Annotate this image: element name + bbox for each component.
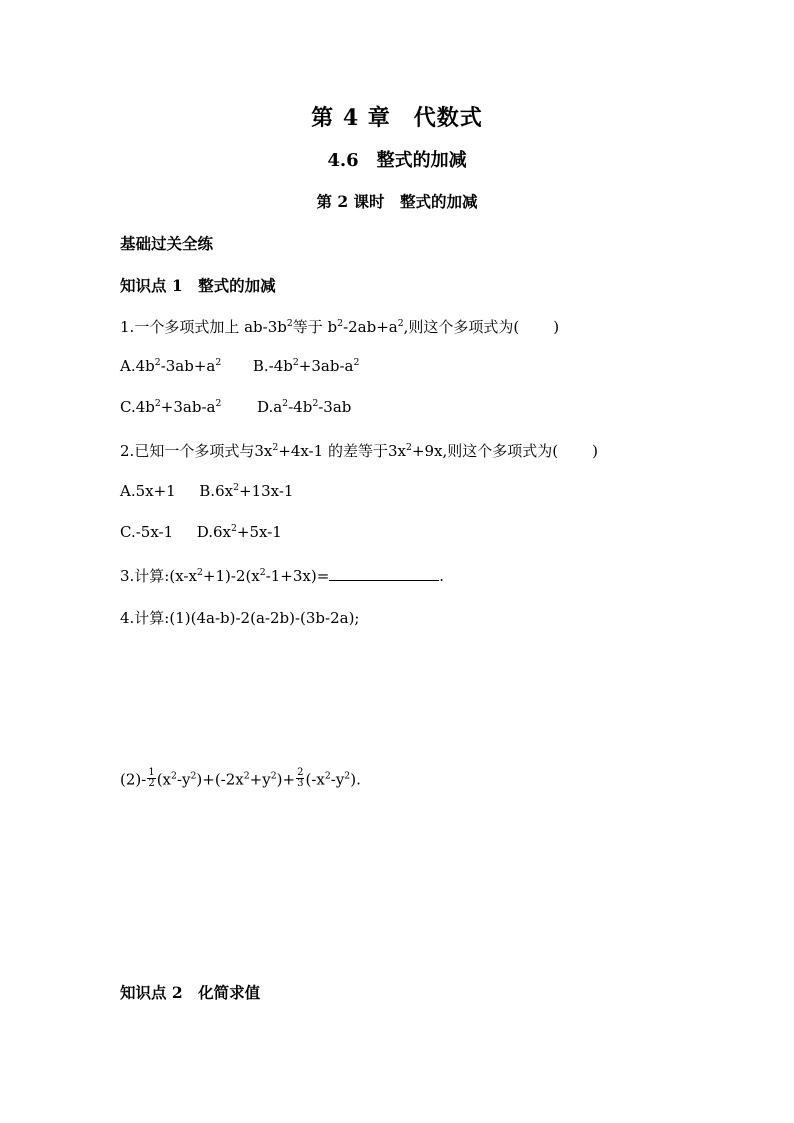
option-label: B. [252,357,269,375]
exponent: 2 [215,357,222,368]
question-4-text: )+(-2x [196,770,244,789]
question-1-options-ab [120,357,359,375]
knowledge-point-1-heading: 知识点 1 整式的加减 [120,276,276,295]
fraction-numerator: 2 [297,767,304,778]
exponent: 2 [230,523,237,534]
exponent: 2 [190,770,197,782]
fraction-two-thirds [296,768,304,789]
question-1-number: 1. [120,318,135,336]
exponent: 2 [282,398,289,409]
option-text: 4b [135,357,155,375]
option-a: A.5x+1 [120,482,176,500]
exponent: 2 [196,567,203,578]
option-text: B.6x [199,482,234,500]
question-1-options-cd [120,398,351,416]
exponent: 2 [154,398,161,409]
exponent: 2 [324,770,331,782]
option-b [253,357,360,375]
question-4-part-2 [120,767,361,791]
section-title: 4.6 整式的加减 [327,150,467,171]
chapter-title: 第 4 章 代数式 [311,105,483,131]
question-4-text: (2)- [120,770,147,789]
exponent: 2 [259,567,266,578]
option-text: -3ab+a [160,357,216,375]
exponent: 2 [397,318,404,329]
exponent: 2 [312,398,319,409]
exponent: 2 [272,442,279,453]
knowledge-point-2-heading: 知识点 2 化简求值 [120,983,261,1002]
exponent: 2 [270,770,277,782]
fraction-denominator: 3 [297,778,304,789]
exponent: 2 [171,770,177,782]
exponent: 2 [286,318,293,329]
question-3-text: 3.计算:(x-x [120,567,197,585]
question-4-text: ). [350,770,361,789]
option-text: +3ab-a [160,398,216,416]
exponent: 2 [233,482,239,493]
exponent: 2 [154,357,161,368]
option-text: D.6x [196,523,231,541]
option-c: C.-5x-1 [120,523,174,541]
question-2-text: ) [592,442,598,460]
option-a [120,357,221,375]
question-4-text: )+ [276,770,296,789]
question-3-text: +1)-2(x [202,567,260,585]
option-text: 4b [135,398,155,416]
question-2-number: 2. [120,442,135,460]
exponent: 2 [215,398,222,409]
question-3-text: . [439,567,445,585]
answer-blank[interactable] [329,566,439,581]
option-d [197,523,282,541]
option-text: -3ab [318,398,352,416]
exponent: 2 [337,318,344,329]
question-1-text: 等于 b [292,318,338,336]
question-4-text: -y [330,770,345,789]
exponent: 2 [292,357,299,368]
question-2 [120,440,598,461]
option-label: A. [120,357,136,375]
question-2-text: 已知一个多项式与3x [134,442,273,460]
question-4-text: (-x [305,770,325,789]
option-text: -4b [288,398,313,416]
practice-heading: 基础过关全练 [120,234,214,253]
question-4-text: -y [176,770,191,789]
exponent: 2 [243,770,250,782]
question-3-text: -1+3x)= [265,567,330,585]
question-1-text: ,则这个多项式为( [403,318,520,336]
question-4-text: +y [249,770,271,789]
fraction-denominator: 2 [148,778,155,789]
question-1-text: -2ab+a [343,318,398,336]
question-1-text: 一个多项式加上 ab-3b [134,318,287,336]
lesson-title: 第 2 课时 整式的加减 [316,192,478,211]
option-c [120,398,221,416]
option-text: +5x-1 [236,523,282,541]
option-label: D. [256,398,274,416]
option-text: -4b [268,357,293,375]
question-2-text: +9x,则这个多项式为( [411,442,559,460]
exponent: 2 [344,770,351,782]
fraction-numerator: 1 [148,767,155,778]
option-text: +3ab-a [298,357,354,375]
question-1-text: ) [553,318,560,336]
option-d [257,398,351,416]
question-1 [120,316,559,337]
exponent: 2 [353,357,360,368]
question-2-options-cd [120,523,282,541]
option-label: C. [120,398,136,416]
option-text: a [273,398,283,416]
option-b [199,482,293,500]
question-4-text: (x [156,770,172,789]
option-text: +13x-1 [239,482,294,500]
exponent: 2 [405,442,412,453]
question-3 [120,565,444,586]
question-2-options-ab [120,482,293,500]
fraction-one-half [147,768,155,789]
question-4-part-1: 4.计算:(1)(4a-b)-2(a-2b)-(3b-2a); [120,609,360,627]
question-2-text: +4x-1 的差等于3x [278,442,406,460]
